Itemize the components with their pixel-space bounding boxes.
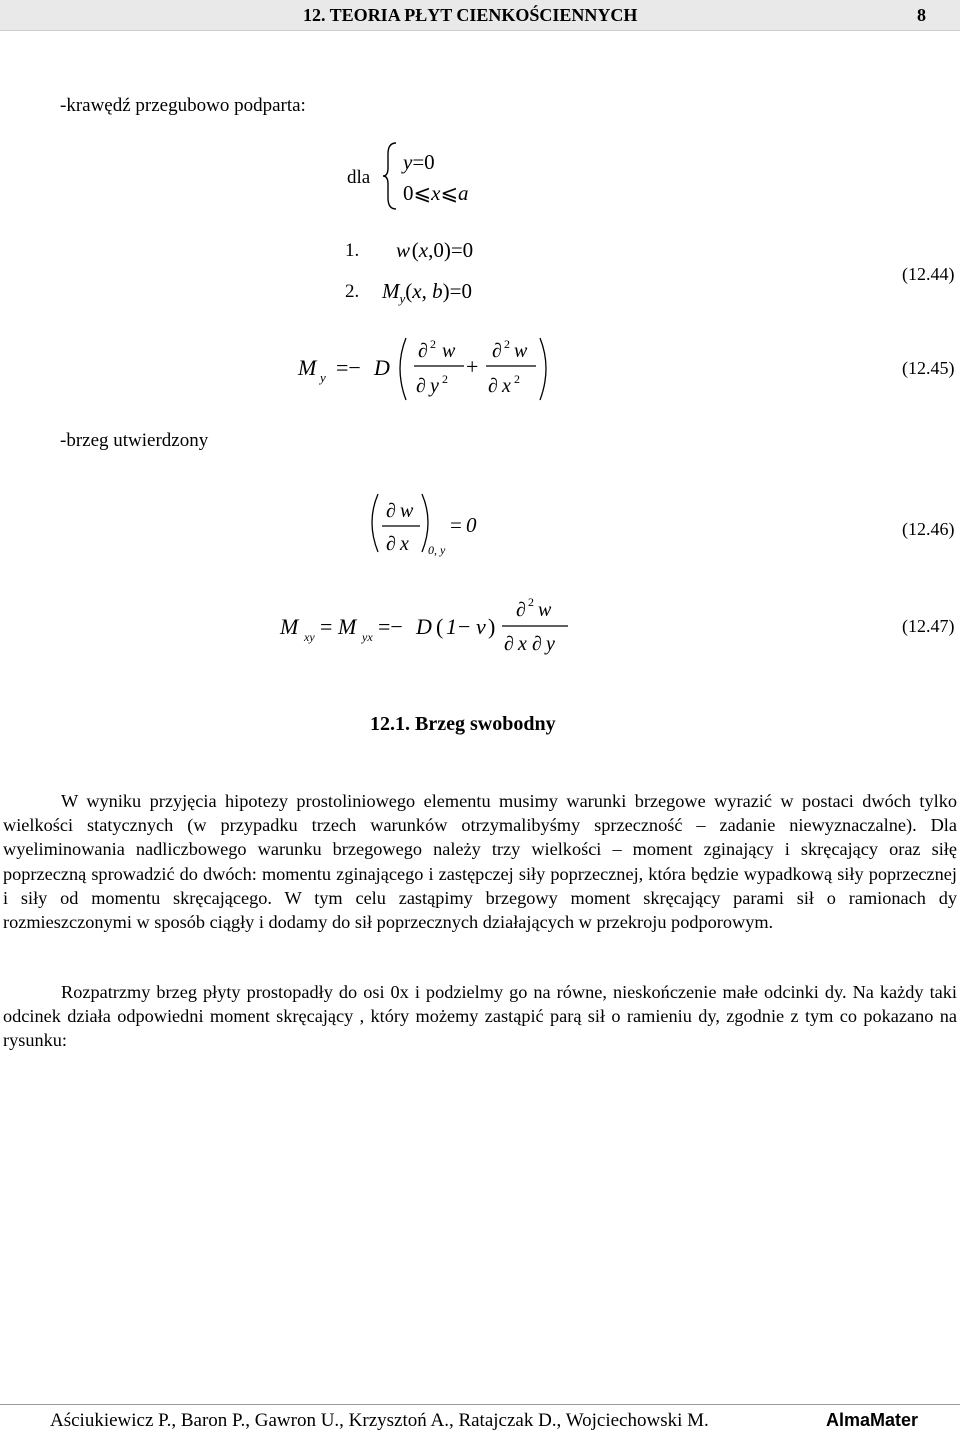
svg-text:x: x [518, 633, 527, 655]
svg-text:+: + [466, 354, 479, 379]
item-2-number: 2. [345, 281, 360, 302]
svg-text:=−: =− [336, 355, 361, 380]
svg-text:∂: ∂ [416, 375, 426, 397]
svg-text:D: D [374, 355, 390, 380]
svg-text:0: 0 [466, 513, 477, 537]
svg-text:=−: =− [378, 614, 403, 639]
svg-text:y: y [320, 370, 326, 385]
equation-12-47 [276, 592, 576, 664]
section-hinged-edge: -krawędź przegubowo podparta: [60, 95, 306, 116]
svg-text:x: x [400, 533, 409, 555]
svg-text:2: 2 [528, 595, 534, 609]
svg-text:0, y: 0, y [428, 543, 446, 557]
svg-text:∂: ∂ [418, 340, 428, 362]
svg-text:2: 2 [514, 372, 520, 386]
svg-text:2: 2 [504, 337, 510, 351]
svg-text:∂: ∂ [504, 633, 514, 655]
condition-dla: dla [347, 167, 371, 188]
item-1-number: 1. [345, 240, 360, 261]
paragraph-1: W wyniku przyjęcia hipotezy prostoliniowego elementu musimy warunki brzegowe wyrazić w postaci dwóch tylko wielkości statycznych (w przypadku trzech warunków otrzymalibyśmy sprzeczność – zadanie niewyznaczalne). Dla wyeliminowania nadliczbowego warunku brzegowego należy trzy wielkości – moment zginający i skręcający oraz siłę poprzeczną sprowadzić do dwóch: momentu zginającego i zastępczej siły poprzecznej, która będzie wypadkową siły poprzecznej i siły od momentu skręcającego. W tym celu zastąpimy brzegowy moment skręcający parami sił o ramionach dy rozmieszczonymi w sposób ciągły i dodamy do sił poprzecznych działających w przekroju podporowym. [3, 791, 957, 933]
svg-text:): ) [488, 614, 496, 639]
equation-number-12-47: (12.47) [902, 616, 955, 636]
svg-text:2: 2 [430, 337, 436, 351]
svg-text:∂: ∂ [488, 375, 498, 397]
svg-text:∂: ∂ [492, 340, 502, 362]
equation-12-45 [296, 330, 556, 410]
svg-text:xy: xy [304, 630, 315, 644]
footer-brand: AlmaMater [826, 1410, 919, 1430]
svg-text:M: M [298, 355, 317, 380]
svg-text:x: x [502, 375, 511, 397]
svg-text:w: w [538, 599, 552, 621]
page-number: 8 [917, 5, 926, 25]
condition-line-1: y=0 [403, 150, 435, 174]
svg-text:∂: ∂ [516, 599, 526, 621]
svg-text:∂: ∂ [386, 500, 396, 522]
svg-text:M: M [280, 614, 299, 639]
footer-divider [0, 1404, 960, 1405]
svg-text:∂: ∂ [532, 633, 542, 655]
svg-text:D: D [416, 614, 432, 639]
svg-text:w: w [514, 340, 528, 362]
item-2-formula: $M_y(x$, b)=0 [382, 279, 472, 307]
left-brace-icon [380, 140, 400, 212]
footer-authors: Aściukiewicz P., Baron P., Gawron U., Krzysztoń A., Ratajczak D., Wojciechowski M. [50, 1410, 709, 1431]
equation-12-46 [366, 490, 486, 562]
item-1-formula: w (x,0)=0 [396, 238, 474, 262]
svg-text:w: w [442, 340, 456, 362]
svg-text:y: y [546, 633, 555, 655]
svg-text:=: = [320, 614, 333, 639]
equation-number-12-45: (12.45) [902, 358, 955, 378]
svg-text:M: M [338, 614, 357, 639]
svg-text:y: y [430, 375, 439, 397]
condition-line-2: 0⩽x⩽a [403, 181, 469, 205]
svg-text:w: w [400, 500, 414, 522]
section-clamped-edge: -brzeg utwierdzony [60, 430, 209, 451]
svg-text:1: 1 [446, 614, 457, 639]
equation-number-12-44: (12.44) [902, 264, 955, 284]
equation-number-12-46: (12.46) [902, 519, 955, 539]
chapter-title: 12. TEORIA PŁYT CIENKOŚCIENNYCH [303, 5, 638, 25]
paragraph-2: Rozpatrzmy brzeg płyty prostopadły do osi 0x i podzielmy go na równe, nieskończenie małe odcinki dy. Na każdy taki odcinek działa odpowiedni moment skręcający , który możemy zastąpić parą sił o ramieniu dy, zgodnie z tym co pokazano na rysunku: [3, 982, 957, 1051]
svg-text:2: 2 [442, 372, 448, 386]
svg-text:∂: ∂ [386, 533, 396, 555]
svg-text:−: − [458, 614, 471, 639]
svg-text:=: = [450, 513, 462, 537]
svg-text:(: ( [436, 614, 444, 639]
svg-text:yx: yx [362, 630, 373, 644]
subsection-title: 12.1. Brzeg swobodny [370, 713, 556, 735]
svg-text:ν: ν [476, 614, 486, 639]
